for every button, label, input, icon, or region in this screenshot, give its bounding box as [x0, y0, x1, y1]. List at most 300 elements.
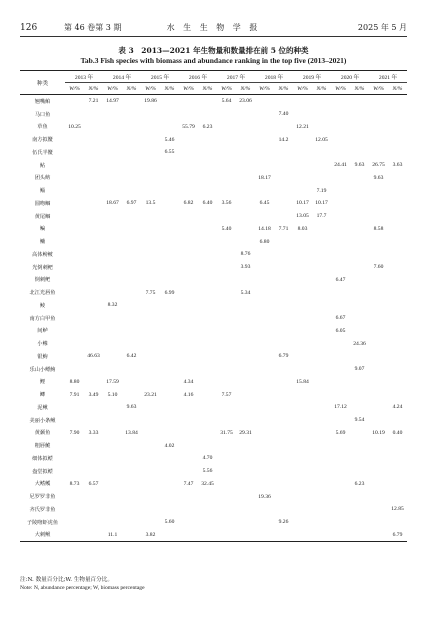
species-column-header: 种类	[20, 71, 65, 95]
value-cell	[198, 274, 217, 287]
value-cell	[198, 490, 217, 503]
value-cell	[369, 529, 388, 542]
value-cell	[331, 210, 350, 223]
value-cell	[255, 210, 274, 223]
value-cell	[84, 133, 103, 146]
value-cell	[350, 121, 369, 134]
value-cell	[350, 197, 369, 210]
value-cell	[293, 312, 312, 325]
value-cell	[103, 516, 122, 529]
value-cell	[122, 159, 141, 172]
value-cell	[350, 516, 369, 529]
value-cell	[369, 146, 388, 159]
species-name: 银鮈	[37, 353, 48, 360]
value-cell	[388, 388, 407, 401]
value-cell	[236, 121, 255, 134]
value-cell: 15.84	[296, 378, 309, 385]
table-row	[20, 465, 407, 478]
value-cell: 31.75	[220, 429, 233, 436]
value-cell	[160, 210, 179, 223]
value-cell	[255, 465, 274, 478]
value-cell	[122, 337, 141, 350]
value-cell	[293, 363, 312, 376]
value-cell	[293, 337, 312, 350]
value-cell	[388, 516, 407, 529]
value-cell: 7.91	[69, 391, 80, 398]
value-cell	[293, 325, 312, 338]
value-cell	[122, 210, 141, 223]
value-cell	[331, 529, 350, 542]
value-cell	[198, 172, 217, 185]
value-cell	[65, 248, 84, 261]
value-cell	[255, 516, 274, 529]
value-cell	[312, 146, 331, 159]
value-cell	[122, 376, 141, 389]
value-cell: 55.79	[182, 123, 195, 130]
value-cell	[141, 248, 160, 261]
value-cell	[255, 427, 274, 440]
value-cell	[350, 261, 369, 274]
table-row	[20, 184, 407, 197]
value-cell	[84, 299, 103, 312]
value-cell: 3.56	[221, 200, 232, 207]
value-cell: 4.24	[392, 404, 403, 411]
value-cell	[236, 478, 255, 491]
value-cell	[255, 503, 274, 516]
value-cell	[350, 172, 369, 185]
species-name: 草鱼	[37, 124, 48, 131]
value-cell: 7.57	[221, 391, 232, 398]
value-cell	[198, 223, 217, 236]
value-cell	[236, 210, 255, 223]
table-row	[20, 121, 407, 134]
value-cell	[312, 439, 331, 452]
species-name: 粗唇鮠	[34, 443, 51, 450]
value-cell	[255, 299, 274, 312]
value-cell	[331, 490, 350, 503]
value-cell	[179, 133, 198, 146]
species-name: 伍氏半鳘	[32, 149, 53, 156]
value-cell: 13.84	[125, 429, 138, 436]
value-cell	[141, 363, 160, 376]
value-cell	[369, 452, 388, 465]
value-cell	[331, 184, 350, 197]
value-cell	[103, 427, 122, 440]
value-cell: 14.97	[106, 98, 119, 105]
value-cell	[388, 210, 407, 223]
value-cell	[293, 261, 312, 274]
value-cell: 18.17	[258, 174, 271, 181]
value-cell	[388, 184, 407, 197]
value-cell	[141, 133, 160, 146]
value-cell	[312, 172, 331, 185]
table-row	[20, 529, 407, 542]
value-cell	[84, 108, 103, 121]
value-cell	[293, 350, 312, 363]
value-cell	[312, 478, 331, 491]
value-cell	[217, 529, 236, 542]
value-cell: 9.54	[354, 417, 365, 424]
value-cell	[160, 350, 179, 363]
value-cell: 12.85	[391, 506, 404, 513]
value-cell: 5.10	[107, 391, 118, 398]
value-cell	[255, 159, 274, 172]
value-cell	[141, 337, 160, 350]
value-cell: 6.45	[259, 200, 270, 207]
value-cell	[274, 414, 293, 427]
value-cell	[160, 478, 179, 491]
value-cell	[293, 274, 312, 287]
value-cell	[312, 248, 331, 261]
value-cell	[236, 516, 255, 529]
value-cell	[236, 159, 255, 172]
value-cell: 7.90	[69, 429, 80, 436]
value-cell	[331, 452, 350, 465]
table-row	[20, 133, 407, 146]
value-cell	[160, 261, 179, 274]
value-cell	[312, 516, 331, 529]
value-cell	[388, 350, 407, 363]
value-cell: 6.42	[126, 353, 137, 360]
value-cell	[350, 210, 369, 223]
value-cell	[255, 363, 274, 376]
value-cell: 23.06	[239, 98, 252, 105]
value-cell	[141, 146, 160, 159]
value-cell	[179, 516, 198, 529]
value-cell	[103, 274, 122, 287]
value-cell	[274, 248, 293, 261]
value-cell	[84, 121, 103, 134]
value-cell	[274, 452, 293, 465]
value-cell	[179, 159, 198, 172]
value-cell	[65, 235, 84, 248]
value-cell	[84, 312, 103, 325]
value-cell	[236, 172, 255, 185]
table-row	[20, 503, 407, 516]
value-cell	[255, 452, 274, 465]
value-cell	[103, 159, 122, 172]
value-cell	[331, 350, 350, 363]
value-cell	[217, 312, 236, 325]
value-cell	[141, 235, 160, 248]
value-cell	[160, 325, 179, 338]
value-cell	[293, 299, 312, 312]
species-name: 高体鳑鲏	[32, 251, 53, 258]
metric-header: N/%	[160, 83, 179, 95]
value-cell	[141, 210, 160, 223]
value-cell	[312, 223, 331, 236]
value-cell	[369, 516, 388, 529]
value-cell	[236, 350, 255, 363]
metric-header: N/%	[388, 83, 407, 95]
value-cell	[274, 325, 293, 338]
value-cell	[103, 223, 122, 236]
value-cell	[198, 427, 217, 440]
value-cell	[388, 133, 407, 146]
value-cell	[388, 478, 407, 491]
value-cell	[198, 108, 217, 121]
value-cell	[217, 452, 236, 465]
value-cell	[312, 261, 331, 274]
value-cell	[236, 146, 255, 159]
value-cell: 5.64	[221, 98, 232, 105]
value-cell	[65, 210, 84, 223]
value-cell	[331, 465, 350, 478]
value-cell	[198, 363, 217, 376]
issue-date: 2025 年 5 月	[357, 23, 407, 32]
value-cell	[274, 274, 293, 287]
value-cell	[236, 325, 255, 338]
value-cell	[236, 223, 255, 236]
value-cell	[198, 401, 217, 414]
value-cell	[141, 223, 160, 236]
value-cell	[350, 146, 369, 159]
value-cell	[179, 95, 198, 108]
value-cell	[350, 286, 369, 299]
value-cell: 6.97	[126, 200, 137, 207]
value-cell	[65, 414, 84, 427]
value-cell	[160, 414, 179, 427]
value-cell	[122, 414, 141, 427]
value-cell	[331, 146, 350, 159]
value-cell: 6.55	[164, 149, 175, 156]
value-cell	[369, 439, 388, 452]
table-row	[20, 172, 407, 185]
value-cell	[84, 465, 103, 478]
value-cell	[350, 299, 369, 312]
value-cell	[179, 235, 198, 248]
value-cell	[388, 312, 407, 325]
value-cell	[65, 95, 84, 108]
value-cell	[388, 235, 407, 248]
value-cell: 5.34	[240, 289, 251, 296]
value-cell	[217, 299, 236, 312]
table-row	[20, 490, 407, 503]
value-cell	[179, 184, 198, 197]
value-cell	[103, 210, 122, 223]
value-cell	[103, 503, 122, 516]
value-cell	[236, 299, 255, 312]
value-cell	[312, 363, 331, 376]
value-cell	[274, 376, 293, 389]
value-cell	[84, 235, 103, 248]
value-cell	[255, 439, 274, 452]
value-cell: 14.2	[278, 136, 289, 143]
running-header	[20, 22, 407, 34]
value-cell	[103, 478, 122, 491]
value-cell	[217, 261, 236, 274]
value-cell: 5.40	[221, 225, 232, 232]
value-cell	[84, 184, 103, 197]
value-cell	[141, 478, 160, 491]
species-name: 南方白甲鱼	[29, 315, 56, 322]
value-cell	[198, 414, 217, 427]
value-cell	[217, 235, 236, 248]
value-cell	[84, 376, 103, 389]
value-cell	[293, 414, 312, 427]
value-cell	[236, 503, 255, 516]
value-cell	[84, 452, 103, 465]
value-cell	[65, 299, 84, 312]
metric-header: W/%	[179, 83, 198, 95]
value-cell	[122, 516, 141, 529]
value-cell: 6.67	[335, 315, 346, 322]
value-cell	[84, 439, 103, 452]
metric-header: W/%	[65, 83, 84, 95]
value-cell	[331, 286, 350, 299]
species-name: 黄颡鱼	[34, 430, 51, 437]
value-cell: 8.80	[69, 378, 80, 385]
value-cell	[179, 363, 198, 376]
value-cell: 6.40	[202, 200, 213, 207]
species-ranking-table	[20, 70, 407, 542]
value-cell	[369, 414, 388, 427]
value-cell	[255, 184, 274, 197]
value-cell	[274, 197, 293, 210]
value-cell: 10.17	[296, 200, 309, 207]
value-cell: 7.71	[278, 225, 289, 232]
species-name: 鳙	[39, 239, 46, 246]
value-cell	[103, 325, 122, 338]
value-cell	[236, 490, 255, 503]
species-name: 北江光唇鱼	[29, 290, 56, 297]
value-cell	[388, 223, 407, 236]
value-cell: 17.7	[316, 213, 327, 220]
year-header: 2021 年	[369, 71, 407, 83]
value-cell: 19.36	[258, 493, 271, 500]
value-cell: 19.86	[144, 98, 157, 105]
value-cell	[179, 490, 198, 503]
value-cell	[160, 376, 179, 389]
value-cell	[293, 146, 312, 159]
value-cell	[369, 478, 388, 491]
value-cell	[369, 401, 388, 414]
value-cell: 12.05	[315, 136, 328, 143]
value-cell	[84, 286, 103, 299]
value-cell	[350, 503, 369, 516]
value-cell	[141, 490, 160, 503]
species-name: 鲤	[39, 379, 46, 386]
value-cell: 24.36	[353, 340, 366, 347]
value-cell	[255, 414, 274, 427]
value-cell	[236, 197, 255, 210]
value-cell	[141, 261, 160, 274]
species-name: 美丽小条鳅	[29, 417, 56, 424]
value-cell	[160, 223, 179, 236]
value-cell	[369, 503, 388, 516]
value-cell	[274, 210, 293, 223]
value-cell	[255, 133, 274, 146]
value-cell	[350, 376, 369, 389]
value-cell: 4.70	[202, 455, 213, 462]
metric-header: W/%	[141, 83, 160, 95]
metric-header-row	[20, 83, 407, 95]
value-cell	[274, 401, 293, 414]
value-cell	[179, 452, 198, 465]
value-cell	[179, 299, 198, 312]
value-cell	[141, 312, 160, 325]
value-cell	[198, 248, 217, 261]
value-cell	[65, 146, 84, 159]
value-cell	[274, 184, 293, 197]
value-cell: 4.16	[183, 391, 194, 398]
species-name: 盎堂拟鲿	[32, 468, 53, 475]
value-cell	[160, 248, 179, 261]
value-cell	[141, 299, 160, 312]
header-rule	[20, 36, 407, 37]
value-cell	[198, 312, 217, 325]
value-cell	[274, 427, 293, 440]
value-cell	[179, 337, 198, 350]
value-cell	[369, 337, 388, 350]
value-cell	[350, 108, 369, 121]
value-cell	[331, 414, 350, 427]
value-cell	[103, 337, 122, 350]
year-header: 2019 年	[293, 71, 331, 83]
value-cell	[350, 312, 369, 325]
value-cell	[388, 286, 407, 299]
value-cell	[160, 337, 179, 350]
value-cell	[236, 414, 255, 427]
value-cell: 5.56	[202, 468, 213, 475]
value-cell	[141, 439, 160, 452]
table-row	[20, 261, 407, 274]
value-cell	[160, 235, 179, 248]
table-row	[20, 248, 407, 261]
value-cell	[236, 133, 255, 146]
value-cell	[331, 337, 350, 350]
value-cell: 7.47	[183, 480, 194, 487]
value-cell	[84, 248, 103, 261]
species-name: 鲮	[39, 302, 46, 309]
value-cell: 14.18	[258, 225, 271, 232]
value-cell	[122, 490, 141, 503]
value-cell: 17.59	[106, 378, 119, 385]
metric-header: N/%	[274, 83, 293, 95]
value-cell: 9.26	[278, 519, 289, 526]
value-cell	[369, 210, 388, 223]
table-row	[20, 376, 407, 389]
value-cell	[141, 159, 160, 172]
value-cell: 7.19	[316, 187, 327, 194]
value-cell: 32.45	[201, 480, 214, 487]
value-cell: 6.23	[354, 480, 365, 487]
value-cell	[369, 184, 388, 197]
value-cell	[141, 503, 160, 516]
value-cell	[255, 108, 274, 121]
value-cell	[217, 465, 236, 478]
value-cell	[236, 376, 255, 389]
value-cell	[312, 529, 331, 542]
value-cell	[179, 223, 198, 236]
value-cell: 8.76	[240, 251, 251, 258]
value-cell	[312, 414, 331, 427]
value-cell	[217, 172, 236, 185]
value-cell	[331, 363, 350, 376]
year-header-row	[20, 71, 407, 83]
value-cell	[255, 529, 274, 542]
value-cell	[331, 121, 350, 134]
value-cell	[122, 325, 141, 338]
value-cell	[198, 261, 217, 274]
year-header: 2015 年	[141, 71, 179, 83]
metric-header: N/%	[236, 83, 255, 95]
value-cell	[179, 503, 198, 516]
value-cell	[179, 108, 198, 121]
value-cell	[84, 490, 103, 503]
value-cell	[179, 325, 198, 338]
species-name: 圆吻鲴	[34, 200, 51, 207]
